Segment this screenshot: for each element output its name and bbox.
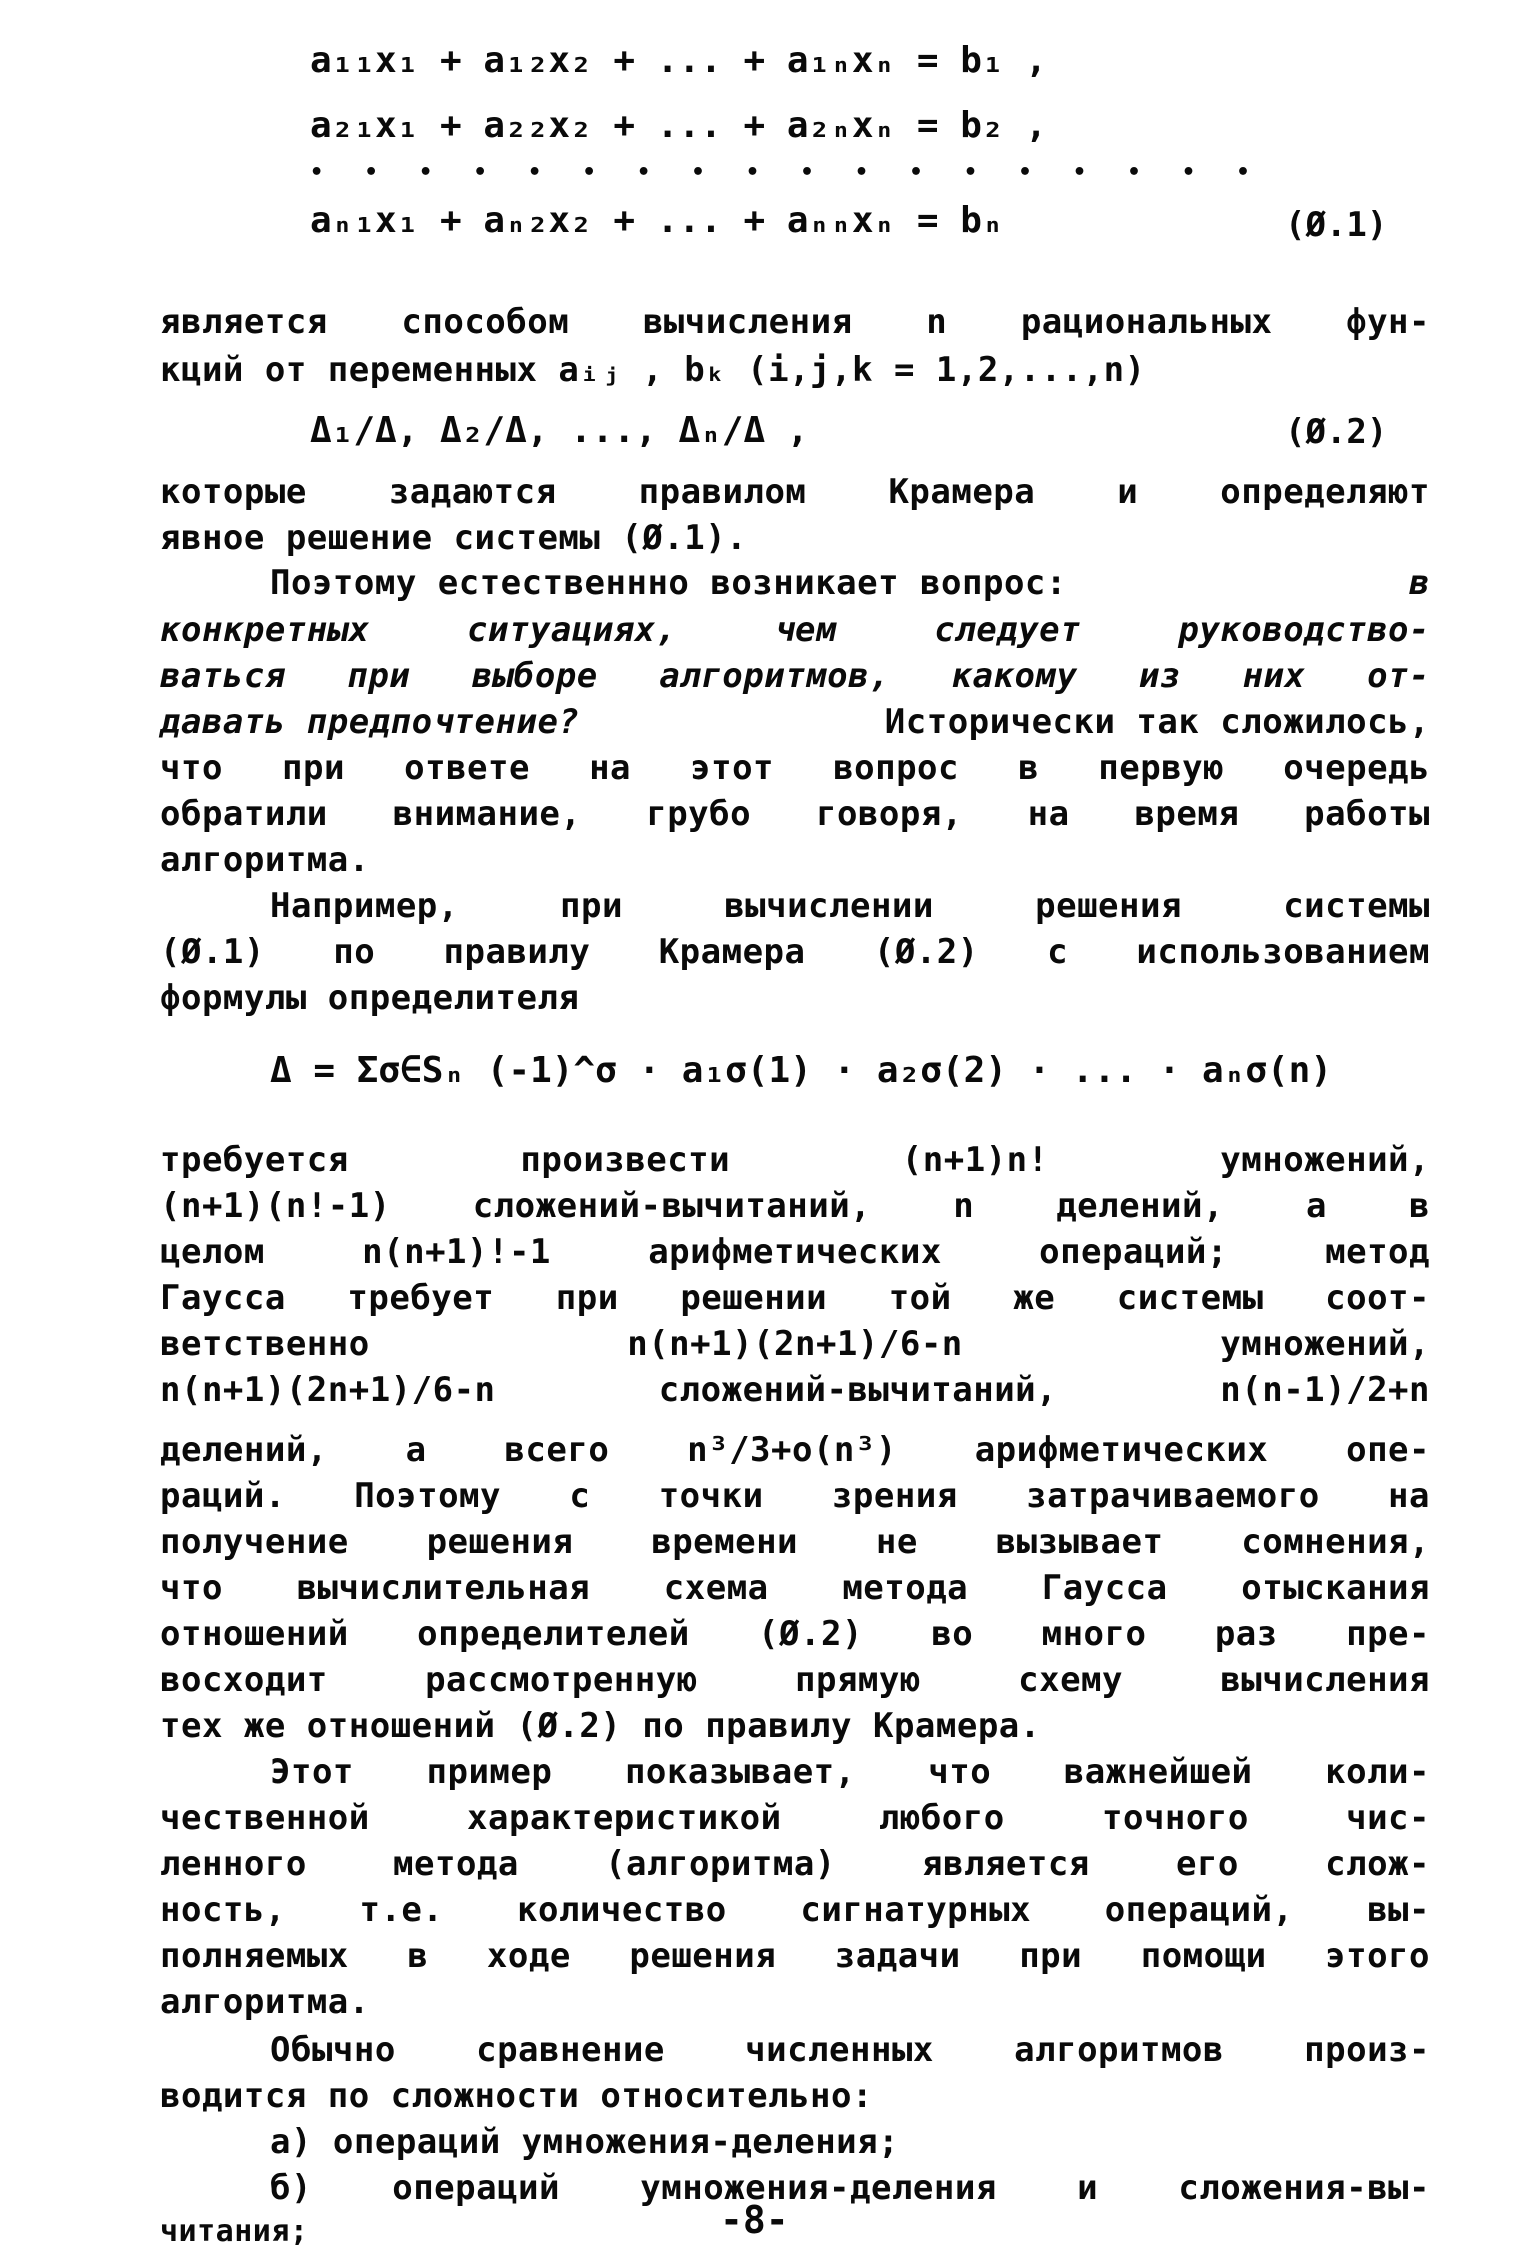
text-line: ность, т.е. количество сигнатурных операций, вы-	[160, 1890, 1430, 1930]
text-line: требуется произвести (n+1)n! умножений,	[160, 1140, 1430, 1180]
text-line: (Ø.1) по правилу Крамера (Ø.2) с использованием	[160, 932, 1430, 972]
italic-line: конкретных ситуациях, чем следует руководство-	[160, 610, 1430, 650]
text-line: явное решение системы (Ø.1).	[160, 518, 748, 558]
equation-label-0-1: (Ø.1)	[1285, 205, 1388, 245]
text-span: Исторически так сложилось,	[884, 702, 1430, 742]
page-number: -8-	[720, 2198, 789, 2242]
text-line: читания;	[160, 2214, 309, 2249]
text-line: алгоритма.	[160, 1982, 370, 2022]
text-line: обратили внимание, грубо говоря, на время работы	[160, 794, 1430, 834]
text-span: Поэтому естественнно возникает вопрос:	[270, 563, 1067, 603]
text-line: кций от переменных aᵢⱼ , bₖ (i,j,k = 1,2,...,n)	[160, 350, 1146, 390]
italic-span: давать предпочтение?	[160, 702, 580, 742]
text-line: что вычислительная схема метода Гаусса отыскания	[160, 1568, 1430, 1608]
text-line: раций. Поэтому с точки зрения затрачиваемого на	[160, 1476, 1430, 1516]
text-line: формулы определителя	[160, 978, 580, 1018]
determinant-formula: Δ = Σσ∈Sₙ (-1)^σ · a₁σ(1) · a₂σ(2) · ... · aₙσ(n)	[270, 1050, 1333, 1091]
text-line: Гаусса требует при решении той же системы соот-	[160, 1278, 1430, 1318]
text-line: Обычно сравнение численных алгоритмов произ-	[270, 2030, 1430, 2070]
equation-row-1: a₁₁x₁ + a₁₂x₂ + ... + a₁ₙxₙ = b₁ ,	[310, 40, 1047, 81]
text-line: чественной характеристикой любого точного чис-	[160, 1798, 1430, 1838]
text-line: которые задаются правилом Крамера и определяют	[160, 472, 1430, 512]
list-item: б) операций умножения-деления и сложения-вы-	[270, 2168, 1430, 2208]
equation-row-n: aₙ₁x₁ + aₙ₂x₂ + ... + aₙₙxₙ = bₙ	[310, 200, 1004, 241]
text-line: ветственно n(n+1)(2n+1)/6-n умножений,	[160, 1324, 1430, 1364]
equation-label-0-2: (Ø.2)	[1285, 412, 1388, 452]
text-line: тех же отношений (Ø.2) по правилу Крамера.	[160, 1706, 1041, 1746]
text-line: (n+1)(n!-1) сложений-вычитаний, n делений, а в	[160, 1186, 1430, 1226]
text-line	[160, 702, 1430, 742]
list-item: а) операций умножения-деления;	[270, 2122, 900, 2162]
italic-span: в	[1409, 563, 1430, 603]
text-line: полняемых в ходе решения задачи при помощи этого	[160, 1936, 1430, 1976]
text-line: является способом вычисления n рациональных фун-	[160, 302, 1430, 342]
text-line	[270, 563, 1430, 603]
text-line: целом n(n+1)!-1 арифметических операций; метод	[160, 1232, 1430, 1272]
text-line: отношений определителей (Ø.2) во много раз пре-	[160, 1614, 1430, 1654]
equation-dots: • • • • • • • • • • • • • • • • • •	[310, 160, 1264, 185]
text-line: n(n+1)(2n+1)/6-n сложений-вычитаний, n(n-1)/2+n	[160, 1370, 1430, 1410]
text-line: делений, а всего n³/3+o(n³) арифметических опе-	[160, 1430, 1430, 1470]
text-line: ленного метода (алгоритма) является его слож-	[160, 1844, 1430, 1884]
equation-row-2: a₂₁x₁ + a₂₂x₂ + ... + a₂ₙxₙ = b₂ ,	[310, 105, 1047, 146]
text-line: Этот пример показывает, что важнейшей коли-	[270, 1752, 1430, 1792]
text-line: Например, при вычислении решения системы	[270, 886, 1430, 926]
text-line: алгоритма.	[160, 840, 370, 880]
ratios-formula: Δ₁/Δ, Δ₂/Δ, ..., Δₙ/Δ ,	[310, 410, 809, 451]
text-line: что при ответе на этот вопрос в первую очередь	[160, 748, 1430, 788]
text-line: водится по сложности относительно:	[160, 2076, 873, 2116]
italic-line: ваться при выборе алгоритмов, какому из них от-	[160, 656, 1430, 696]
text-line: получение решения времени не вызывает сомнения,	[160, 1522, 1430, 1562]
text-line: восходит рассмотренную прямую схему вычисления	[160, 1660, 1430, 1700]
